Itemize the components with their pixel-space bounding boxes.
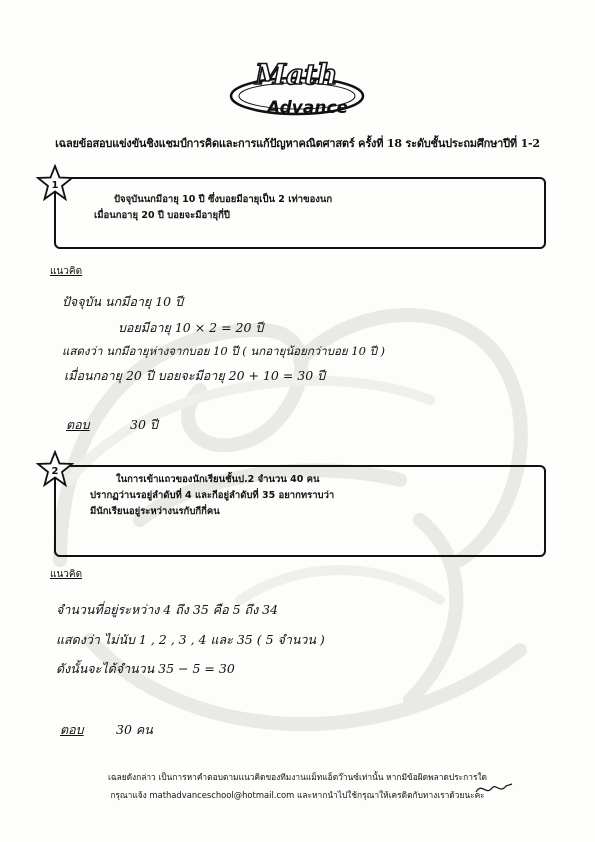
question-1-line-1: ปัจจุบันนกมีอายุ 10 ปี ซึ่งบอยมีอายุเป็น 2 เท่าของนก bbox=[114, 194, 333, 205]
question-2-line-1: ในการเข้าแถวของนักเรียนชั้นป.2 จำนวน 40 คน bbox=[116, 474, 320, 485]
logo-advance-text: Advance bbox=[267, 98, 349, 118]
logo-math-text: Math bbox=[255, 58, 338, 91]
q1-answer-label: ตอบ bbox=[66, 417, 90, 432]
page-title: เฉลยข้อสอบแข่งขันชิงแชมป์การคิดและการแก้ปัญหาคณิตศาสตร์ ครั้งที่ 18 ระดับชั้นประถมศึกษาปีที่ 1-2 bbox=[55, 137, 540, 150]
q1-work-line-4: เมื่อนกอายุ 20 ปี บอยจะมีอายุ 20 + 10 = 30 ปี bbox=[64, 368, 326, 383]
q2-work-line-2: แสดงว่า ไม่นับ 1 , 2 , 3 , 4 และ 35 ( 5 จำนวน ) bbox=[56, 632, 325, 647]
q1-approach-heading: แนวคิด bbox=[50, 266, 83, 277]
q2-work-line-3: ดังนั้นจะได้จำนวน 35 − 5 = 30 bbox=[56, 661, 235, 676]
q2-answer-label: ตอบ bbox=[60, 722, 84, 737]
question-1-line-2: เมื่อนกอายุ 20 ปี บอยจะมีอายุกี่ปี bbox=[94, 210, 230, 221]
star-icon bbox=[36, 164, 74, 202]
question-1-number: 1 bbox=[51, 180, 59, 191]
footer-line-1: เฉลยดังกล่าว เป็นการหาคำตอบตามแนวคิดของทีมงานแม็ทแอ็ดว๊านซ์เท่านั้น หากมีข้อผิดพลาดประการใด bbox=[108, 772, 487, 782]
question-1-text bbox=[94, 192, 332, 224]
q2-answer: 30 คน bbox=[116, 722, 153, 737]
q2-approach-heading: แนวคิด bbox=[50, 569, 83, 580]
q1-answer: 30 ปี bbox=[130, 417, 158, 432]
q1-work-line-1: ปัจจุบัน นกมีอายุ 10 ปี bbox=[62, 294, 184, 309]
q2-work-line-1: จำนวนที่อยู่ระหว่าง 4 ถึง 35 คือ 5 ถึง 34 bbox=[56, 602, 279, 617]
star-icon bbox=[36, 450, 74, 488]
signature bbox=[474, 780, 514, 798]
math-advance-logo bbox=[225, 52, 375, 122]
q1-work-line-3: แสดงว่า นกมีอายุห่างจากบอย 10 ปี ( นกอายุน้อยกว่าบอย 10 ปี ) bbox=[62, 344, 386, 358]
q1-work-line-2: บอยมีอายุ 10 × 2 = 20 ปี bbox=[118, 320, 264, 335]
footer-line-2: กรุณาแจ้ง mathadvanceschool@hotmail.com และหากนำไปใช้กรุณาให้เครดิตกับทางเราด้วยนะคะ bbox=[110, 790, 485, 800]
question-2-line-2: ปรากฏว่านรอยู่ลำดับที่ 4 และกีอยู่ลำดับที่ 35 อยากทราบว่า bbox=[90, 490, 335, 501]
question-2-text bbox=[90, 472, 334, 520]
question-2-number: 2 bbox=[51, 466, 59, 477]
question-2-line-3: มีนักเรียนอยู่ระหว่างนรกับกีกี่คน bbox=[90, 506, 220, 517]
